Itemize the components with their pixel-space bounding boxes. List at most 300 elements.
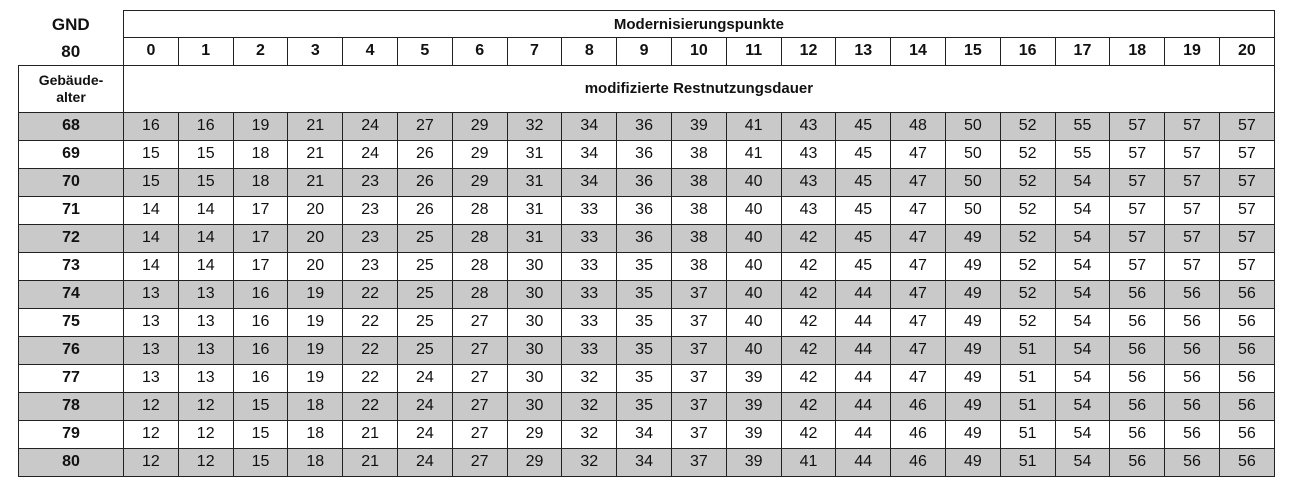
rnd-value-cell: 54 bbox=[1055, 336, 1110, 364]
rnd-value-cell: 15 bbox=[233, 448, 288, 476]
rnd-value-cell: 49 bbox=[945, 336, 1000, 364]
rnd-value-cell: 27 bbox=[397, 112, 452, 140]
rnd-value-cell: 57 bbox=[1219, 196, 1274, 224]
age-cell: 73 bbox=[19, 252, 124, 280]
rnd-value-cell: 13 bbox=[178, 364, 233, 392]
rnd-value-cell: 56 bbox=[1110, 448, 1165, 476]
points-header-11: 11 bbox=[726, 38, 781, 66]
rnd-value-cell: 13 bbox=[124, 336, 179, 364]
rnd-value-cell: 49 bbox=[945, 448, 1000, 476]
rnd-value-cell: 50 bbox=[945, 168, 1000, 196]
rnd-value-cell: 57 bbox=[1110, 140, 1165, 168]
rnd-table-sheet bbox=[18, 10, 1274, 477]
rnd-value-cell: 57 bbox=[1165, 196, 1220, 224]
rnd-value-cell: 52 bbox=[1000, 168, 1055, 196]
rnd-value-cell: 54 bbox=[1055, 196, 1110, 224]
table-row bbox=[19, 392, 1275, 420]
rnd-value-cell: 15 bbox=[233, 420, 288, 448]
rnd-value-cell: 19 bbox=[288, 336, 343, 364]
table-row bbox=[19, 336, 1275, 364]
rnd-value-cell: 14 bbox=[178, 196, 233, 224]
rnd-value-cell: 50 bbox=[945, 140, 1000, 168]
rnd-value-cell: 12 bbox=[124, 392, 179, 420]
age-cell: 76 bbox=[19, 336, 124, 364]
table-row bbox=[19, 364, 1275, 392]
rnd-value-cell: 31 bbox=[507, 196, 562, 224]
rnd-value-cell: 51 bbox=[1000, 364, 1055, 392]
rnd-value-cell: 19 bbox=[233, 112, 288, 140]
rnd-value-cell: 57 bbox=[1165, 252, 1220, 280]
rnd-value-cell: 12 bbox=[178, 420, 233, 448]
rnd-value-cell: 34 bbox=[617, 420, 672, 448]
rnd-value-cell: 39 bbox=[726, 392, 781, 420]
age-cell: 72 bbox=[19, 224, 124, 252]
rnd-value-cell: 54 bbox=[1055, 448, 1110, 476]
rnd-value-cell: 18 bbox=[288, 420, 343, 448]
rnd-value-cell: 17 bbox=[233, 196, 288, 224]
points-header-1: 1 bbox=[178, 38, 233, 66]
rnd-value-cell: 37 bbox=[671, 308, 726, 336]
rnd-value-cell: 47 bbox=[891, 252, 946, 280]
rnd-value-cell: 39 bbox=[726, 448, 781, 476]
rnd-value-cell: 32 bbox=[562, 364, 617, 392]
rnd-value-cell: 57 bbox=[1110, 196, 1165, 224]
rnd-value-cell: 36 bbox=[617, 140, 672, 168]
age-header-line: Gebäude- bbox=[38, 72, 104, 89]
points-header-8: 8 bbox=[562, 38, 617, 66]
rnd-value-cell: 50 bbox=[945, 112, 1000, 140]
rnd-value-cell: 40 bbox=[726, 336, 781, 364]
rnd-value-cell: 36 bbox=[617, 112, 672, 140]
rnd-value-cell: 35 bbox=[617, 364, 672, 392]
rnd-value-cell: 16 bbox=[233, 280, 288, 308]
rnd-value-cell: 21 bbox=[288, 140, 343, 168]
rnd-value-cell: 47 bbox=[891, 308, 946, 336]
rnd-value-cell: 26 bbox=[397, 140, 452, 168]
rnd-value-cell: 56 bbox=[1219, 280, 1274, 308]
rnd-value-cell: 43 bbox=[781, 196, 836, 224]
rnd-value-cell: 56 bbox=[1165, 336, 1220, 364]
points-header-20: 20 bbox=[1219, 38, 1274, 66]
age-column-header bbox=[19, 65, 124, 112]
rnd-value-cell: 13 bbox=[178, 336, 233, 364]
rnd-value-cell: 54 bbox=[1055, 280, 1110, 308]
rnd-value-cell: 25 bbox=[397, 280, 452, 308]
rnd-value-cell: 17 bbox=[233, 224, 288, 252]
rnd-value-cell: 47 bbox=[891, 196, 946, 224]
table-row bbox=[19, 280, 1275, 308]
rnd-value-cell: 56 bbox=[1219, 308, 1274, 336]
rnd-value-cell: 52 bbox=[1000, 280, 1055, 308]
rnd-value-cell: 30 bbox=[507, 364, 562, 392]
rnd-value-cell: 49 bbox=[945, 280, 1000, 308]
rnd-value-cell: 41 bbox=[726, 112, 781, 140]
rnd-value-cell: 51 bbox=[1000, 448, 1055, 476]
rnd-value-cell: 41 bbox=[726, 140, 781, 168]
rnd-value-cell: 52 bbox=[1000, 252, 1055, 280]
rnd-value-cell: 36 bbox=[617, 196, 672, 224]
points-header-19: 19 bbox=[1165, 38, 1220, 66]
rnd-value-cell: 54 bbox=[1055, 308, 1110, 336]
rnd-value-cell: 16 bbox=[233, 336, 288, 364]
rnd-value-cell: 40 bbox=[726, 168, 781, 196]
table-row bbox=[19, 252, 1275, 280]
rnd-value-cell: 47 bbox=[891, 224, 946, 252]
rnd-value-cell: 57 bbox=[1110, 252, 1165, 280]
rnd-value-cell: 24 bbox=[397, 392, 452, 420]
rnd-value-cell: 37 bbox=[671, 448, 726, 476]
rnd-value-cell: 44 bbox=[836, 448, 891, 476]
gnd-label: GND bbox=[19, 11, 124, 38]
rnd-value-cell: 29 bbox=[507, 448, 562, 476]
rnd-value-cell: 22 bbox=[343, 308, 398, 336]
rnd-value-cell: 37 bbox=[671, 336, 726, 364]
rnd-value-cell: 52 bbox=[1000, 224, 1055, 252]
rnd-value-cell: 46 bbox=[891, 448, 946, 476]
header-row-points bbox=[19, 38, 1275, 66]
rnd-value-cell: 54 bbox=[1055, 252, 1110, 280]
rnd-value-cell: 47 bbox=[891, 336, 946, 364]
rnd-value-cell: 13 bbox=[124, 308, 179, 336]
rnd-value-cell: 57 bbox=[1110, 168, 1165, 196]
table-row bbox=[19, 448, 1275, 476]
rnd-value-cell: 38 bbox=[671, 252, 726, 280]
rnd-value-cell: 17 bbox=[233, 252, 288, 280]
rnd-value-cell: 25 bbox=[397, 308, 452, 336]
rnd-value-cell: 27 bbox=[452, 336, 507, 364]
rnd-value-cell: 30 bbox=[507, 252, 562, 280]
rnd-value-cell: 34 bbox=[562, 140, 617, 168]
age-cell: 77 bbox=[19, 364, 124, 392]
rnd-value-cell: 21 bbox=[288, 168, 343, 196]
rnd-value-cell: 18 bbox=[233, 168, 288, 196]
rnd-value-cell: 31 bbox=[507, 140, 562, 168]
rnd-value-cell: 29 bbox=[452, 112, 507, 140]
rnd-value-cell: 36 bbox=[617, 168, 672, 196]
rnd-value-cell: 20 bbox=[288, 252, 343, 280]
rnd-value-cell: 14 bbox=[178, 224, 233, 252]
rnd-value-cell: 32 bbox=[562, 448, 617, 476]
rnd-value-cell: 56 bbox=[1165, 364, 1220, 392]
table-row bbox=[19, 224, 1275, 252]
rnd-value-cell: 14 bbox=[124, 196, 179, 224]
rnd-value-cell: 14 bbox=[178, 252, 233, 280]
rnd-value-cell: 57 bbox=[1165, 168, 1220, 196]
points-header-0: 0 bbox=[124, 38, 179, 66]
rnd-value-cell: 32 bbox=[507, 112, 562, 140]
rnd-value-cell: 24 bbox=[343, 140, 398, 168]
rnd-value-cell: 56 bbox=[1165, 392, 1220, 420]
rnd-value-cell: 44 bbox=[836, 280, 891, 308]
rnd-value-cell: 56 bbox=[1219, 392, 1274, 420]
rnd-value-cell: 30 bbox=[507, 336, 562, 364]
rnd-value-cell: 56 bbox=[1219, 448, 1274, 476]
age-header-line: alter bbox=[56, 88, 86, 105]
points-header-13: 13 bbox=[836, 38, 891, 66]
rnd-value-cell: 28 bbox=[452, 252, 507, 280]
rnd-value-cell: 43 bbox=[781, 140, 836, 168]
age-cell: 69 bbox=[19, 140, 124, 168]
rnd-value-cell: 49 bbox=[945, 224, 1000, 252]
rnd-value-cell: 50 bbox=[945, 196, 1000, 224]
rnd-value-cell: 37 bbox=[671, 392, 726, 420]
rnd-value-cell: 54 bbox=[1055, 364, 1110, 392]
age-cell: 75 bbox=[19, 308, 124, 336]
rnd-value-cell: 29 bbox=[452, 140, 507, 168]
rnd-value-cell: 31 bbox=[507, 224, 562, 252]
rnd-value-cell: 56 bbox=[1165, 448, 1220, 476]
rnd-value-cell: 40 bbox=[726, 252, 781, 280]
rnd-value-cell: 43 bbox=[781, 112, 836, 140]
rnd-value-cell: 57 bbox=[1219, 252, 1274, 280]
rnd-value-cell: 56 bbox=[1219, 364, 1274, 392]
header-row-rnd bbox=[19, 65, 1275, 112]
rnd-value-cell: 56 bbox=[1165, 280, 1220, 308]
rnd-value-cell: 19 bbox=[288, 308, 343, 336]
age-cell: 71 bbox=[19, 196, 124, 224]
rnd-value-cell: 35 bbox=[617, 308, 672, 336]
rnd-value-cell: 42 bbox=[781, 280, 836, 308]
points-header-18: 18 bbox=[1110, 38, 1165, 66]
rnd-value-cell: 35 bbox=[617, 336, 672, 364]
points-header-7: 7 bbox=[507, 38, 562, 66]
rnd-value-cell: 14 bbox=[124, 252, 179, 280]
rnd-value-cell: 56 bbox=[1110, 280, 1165, 308]
rnd-value-cell: 46 bbox=[891, 392, 946, 420]
rnd-value-cell: 27 bbox=[452, 392, 507, 420]
rnd-value-cell: 32 bbox=[562, 392, 617, 420]
rnd-value-cell: 15 bbox=[124, 140, 179, 168]
rnd-value-cell: 56 bbox=[1219, 420, 1274, 448]
rnd-value-cell: 52 bbox=[1000, 112, 1055, 140]
rnd-value-cell: 40 bbox=[726, 196, 781, 224]
rnd-value-cell: 37 bbox=[671, 280, 726, 308]
rnd-value-cell: 56 bbox=[1110, 420, 1165, 448]
rnd-value-cell: 38 bbox=[671, 196, 726, 224]
rnd-value-cell: 13 bbox=[124, 280, 179, 308]
rnd-value-cell: 57 bbox=[1110, 112, 1165, 140]
rnd-value-cell: 49 bbox=[945, 364, 1000, 392]
points-header-14: 14 bbox=[891, 38, 946, 66]
rnd-value-cell: 56 bbox=[1110, 364, 1165, 392]
rnd-value-cell: 16 bbox=[178, 112, 233, 140]
rnd-value-cell: 44 bbox=[836, 308, 891, 336]
rnd-value-cell: 55 bbox=[1055, 140, 1110, 168]
points-header-2: 2 bbox=[233, 38, 288, 66]
age-cell: 80 bbox=[19, 448, 124, 476]
rnd-value-cell: 31 bbox=[507, 168, 562, 196]
rnd-value-cell: 57 bbox=[1219, 140, 1274, 168]
rnd-value-cell: 40 bbox=[726, 224, 781, 252]
rnd-value-cell: 32 bbox=[562, 420, 617, 448]
rnd-value-cell: 56 bbox=[1219, 336, 1274, 364]
points-header-10: 10 bbox=[671, 38, 726, 66]
rnd-title: modifizierte Restnutzungsdauer bbox=[124, 65, 1275, 112]
rnd-value-cell: 29 bbox=[507, 420, 562, 448]
rnd-value-cell: 15 bbox=[178, 140, 233, 168]
rnd-value-cell: 33 bbox=[562, 280, 617, 308]
rnd-value-cell: 51 bbox=[1000, 392, 1055, 420]
points-header-6: 6 bbox=[452, 38, 507, 66]
rnd-value-cell: 37 bbox=[671, 364, 726, 392]
points-header-15: 15 bbox=[945, 38, 1000, 66]
rnd-value-cell: 27 bbox=[452, 448, 507, 476]
rnd-value-cell: 51 bbox=[1000, 420, 1055, 448]
rnd-value-cell: 54 bbox=[1055, 392, 1110, 420]
table-row bbox=[19, 308, 1275, 336]
rnd-value-cell: 28 bbox=[452, 280, 507, 308]
rnd-value-cell: 30 bbox=[507, 280, 562, 308]
rnd-value-cell: 35 bbox=[617, 280, 672, 308]
rnd-value-cell: 56 bbox=[1110, 336, 1165, 364]
rnd-value-cell: 18 bbox=[288, 392, 343, 420]
rnd-value-cell: 22 bbox=[343, 336, 398, 364]
age-cell: 70 bbox=[19, 168, 124, 196]
rnd-value-cell: 23 bbox=[343, 252, 398, 280]
points-header-9: 9 bbox=[617, 38, 672, 66]
rnd-value-cell: 51 bbox=[1000, 336, 1055, 364]
rnd-value-cell: 49 bbox=[945, 308, 1000, 336]
rnd-value-cell: 47 bbox=[891, 168, 946, 196]
rnd-value-cell: 27 bbox=[452, 308, 507, 336]
rnd-value-cell: 16 bbox=[233, 364, 288, 392]
rnd-value-cell: 54 bbox=[1055, 168, 1110, 196]
rnd-value-cell: 15 bbox=[178, 168, 233, 196]
rnd-value-cell: 33 bbox=[562, 224, 617, 252]
header-row-title bbox=[19, 11, 1275, 38]
rnd-value-cell: 57 bbox=[1219, 168, 1274, 196]
rnd-value-cell: 56 bbox=[1110, 308, 1165, 336]
rnd-value-cell: 47 bbox=[891, 364, 946, 392]
rnd-value-cell: 18 bbox=[288, 448, 343, 476]
rnd-value-cell: 36 bbox=[617, 224, 672, 252]
rnd-value-cell: 42 bbox=[781, 252, 836, 280]
rnd-value-cell: 56 bbox=[1110, 392, 1165, 420]
rnd-value-cell: 57 bbox=[1165, 224, 1220, 252]
points-header-17: 17 bbox=[1055, 38, 1110, 66]
rnd-value-cell: 13 bbox=[178, 308, 233, 336]
table-row bbox=[19, 168, 1275, 196]
rnd-value-cell: 45 bbox=[836, 140, 891, 168]
rnd-value-cell: 35 bbox=[617, 252, 672, 280]
rnd-value-cell: 12 bbox=[178, 392, 233, 420]
rnd-value-cell: 25 bbox=[397, 224, 452, 252]
rnd-value-cell: 42 bbox=[781, 392, 836, 420]
points-header-3: 3 bbox=[288, 38, 343, 66]
rnd-value-cell: 23 bbox=[343, 224, 398, 252]
table-row bbox=[19, 112, 1275, 140]
rnd-value-cell: 37 bbox=[671, 420, 726, 448]
rnd-value-cell: 25 bbox=[397, 336, 452, 364]
rnd-value-cell: 57 bbox=[1110, 224, 1165, 252]
rnd-value-cell: 45 bbox=[836, 252, 891, 280]
rnd-value-cell: 40 bbox=[726, 280, 781, 308]
rnd-value-cell: 16 bbox=[233, 308, 288, 336]
rnd-value-cell: 45 bbox=[836, 196, 891, 224]
rnd-value-cell: 49 bbox=[945, 420, 1000, 448]
rnd-value-cell: 54 bbox=[1055, 420, 1110, 448]
rnd-value-cell: 40 bbox=[726, 308, 781, 336]
rnd-value-cell: 56 bbox=[1165, 308, 1220, 336]
rnd-value-cell: 45 bbox=[836, 168, 891, 196]
rnd-value-cell: 19 bbox=[288, 364, 343, 392]
rnd-value-cell: 30 bbox=[507, 308, 562, 336]
points-header-16: 16 bbox=[1000, 38, 1055, 66]
table-row bbox=[19, 420, 1275, 448]
rnd-value-cell: 57 bbox=[1219, 112, 1274, 140]
rnd-value-cell: 49 bbox=[945, 392, 1000, 420]
rnd-value-cell: 39 bbox=[726, 364, 781, 392]
rnd-value-cell: 33 bbox=[562, 196, 617, 224]
rnd-value-cell: 21 bbox=[343, 420, 398, 448]
age-cell: 79 bbox=[19, 420, 124, 448]
rnd-value-cell: 42 bbox=[781, 364, 836, 392]
rnd-value-cell: 52 bbox=[1000, 140, 1055, 168]
points-header-4: 4 bbox=[343, 38, 398, 66]
rnd-value-cell: 24 bbox=[343, 112, 398, 140]
rnd-value-cell: 12 bbox=[178, 448, 233, 476]
rnd-value-cell: 44 bbox=[836, 336, 891, 364]
rnd-value-cell: 45 bbox=[836, 224, 891, 252]
rnd-value-cell: 43 bbox=[781, 168, 836, 196]
rnd-value-cell: 48 bbox=[891, 112, 946, 140]
rnd-value-cell: 46 bbox=[891, 420, 946, 448]
rnd-value-cell: 44 bbox=[836, 420, 891, 448]
rnd-value-cell: 42 bbox=[781, 420, 836, 448]
rnd-value-cell: 26 bbox=[397, 168, 452, 196]
rnd-value-cell: 55 bbox=[1055, 112, 1110, 140]
rnd-value-cell: 42 bbox=[781, 224, 836, 252]
rnd-value-cell: 39 bbox=[726, 420, 781, 448]
rnd-value-cell: 27 bbox=[452, 364, 507, 392]
age-cell: 68 bbox=[19, 112, 124, 140]
gnd-value: 80 bbox=[19, 38, 124, 66]
rnd-value-cell: 34 bbox=[562, 112, 617, 140]
rnd-value-cell: 56 bbox=[1165, 420, 1220, 448]
rnd-value-cell: 15 bbox=[233, 392, 288, 420]
rnd-value-cell: 21 bbox=[288, 112, 343, 140]
rnd-value-cell: 24 bbox=[397, 420, 452, 448]
rnd-value-cell: 38 bbox=[671, 224, 726, 252]
rnd-value-cell: 38 bbox=[671, 140, 726, 168]
rnd-value-cell: 35 bbox=[617, 392, 672, 420]
rnd-value-cell: 23 bbox=[343, 168, 398, 196]
rnd-value-cell: 42 bbox=[781, 336, 836, 364]
rnd-table bbox=[18, 10, 1275, 477]
rnd-value-cell: 54 bbox=[1055, 224, 1110, 252]
rnd-value-cell: 28 bbox=[452, 224, 507, 252]
rnd-value-cell: 24 bbox=[397, 364, 452, 392]
rnd-value-cell: 18 bbox=[233, 140, 288, 168]
rnd-value-cell: 13 bbox=[124, 364, 179, 392]
rnd-value-cell: 52 bbox=[1000, 196, 1055, 224]
rnd-value-cell: 20 bbox=[288, 196, 343, 224]
rnd-value-cell: 20 bbox=[288, 224, 343, 252]
rnd-value-cell: 34 bbox=[562, 168, 617, 196]
rnd-value-cell: 25 bbox=[397, 252, 452, 280]
rnd-value-cell: 41 bbox=[781, 448, 836, 476]
rnd-value-cell: 39 bbox=[671, 112, 726, 140]
rnd-value-cell: 33 bbox=[562, 308, 617, 336]
rnd-value-cell: 29 bbox=[452, 168, 507, 196]
rnd-value-cell: 49 bbox=[945, 252, 1000, 280]
rnd-value-cell: 21 bbox=[343, 448, 398, 476]
rnd-value-cell: 44 bbox=[836, 392, 891, 420]
rnd-value-cell: 26 bbox=[397, 196, 452, 224]
rnd-value-cell: 44 bbox=[836, 364, 891, 392]
rnd-value-cell: 22 bbox=[343, 280, 398, 308]
rnd-value-cell: 23 bbox=[343, 196, 398, 224]
